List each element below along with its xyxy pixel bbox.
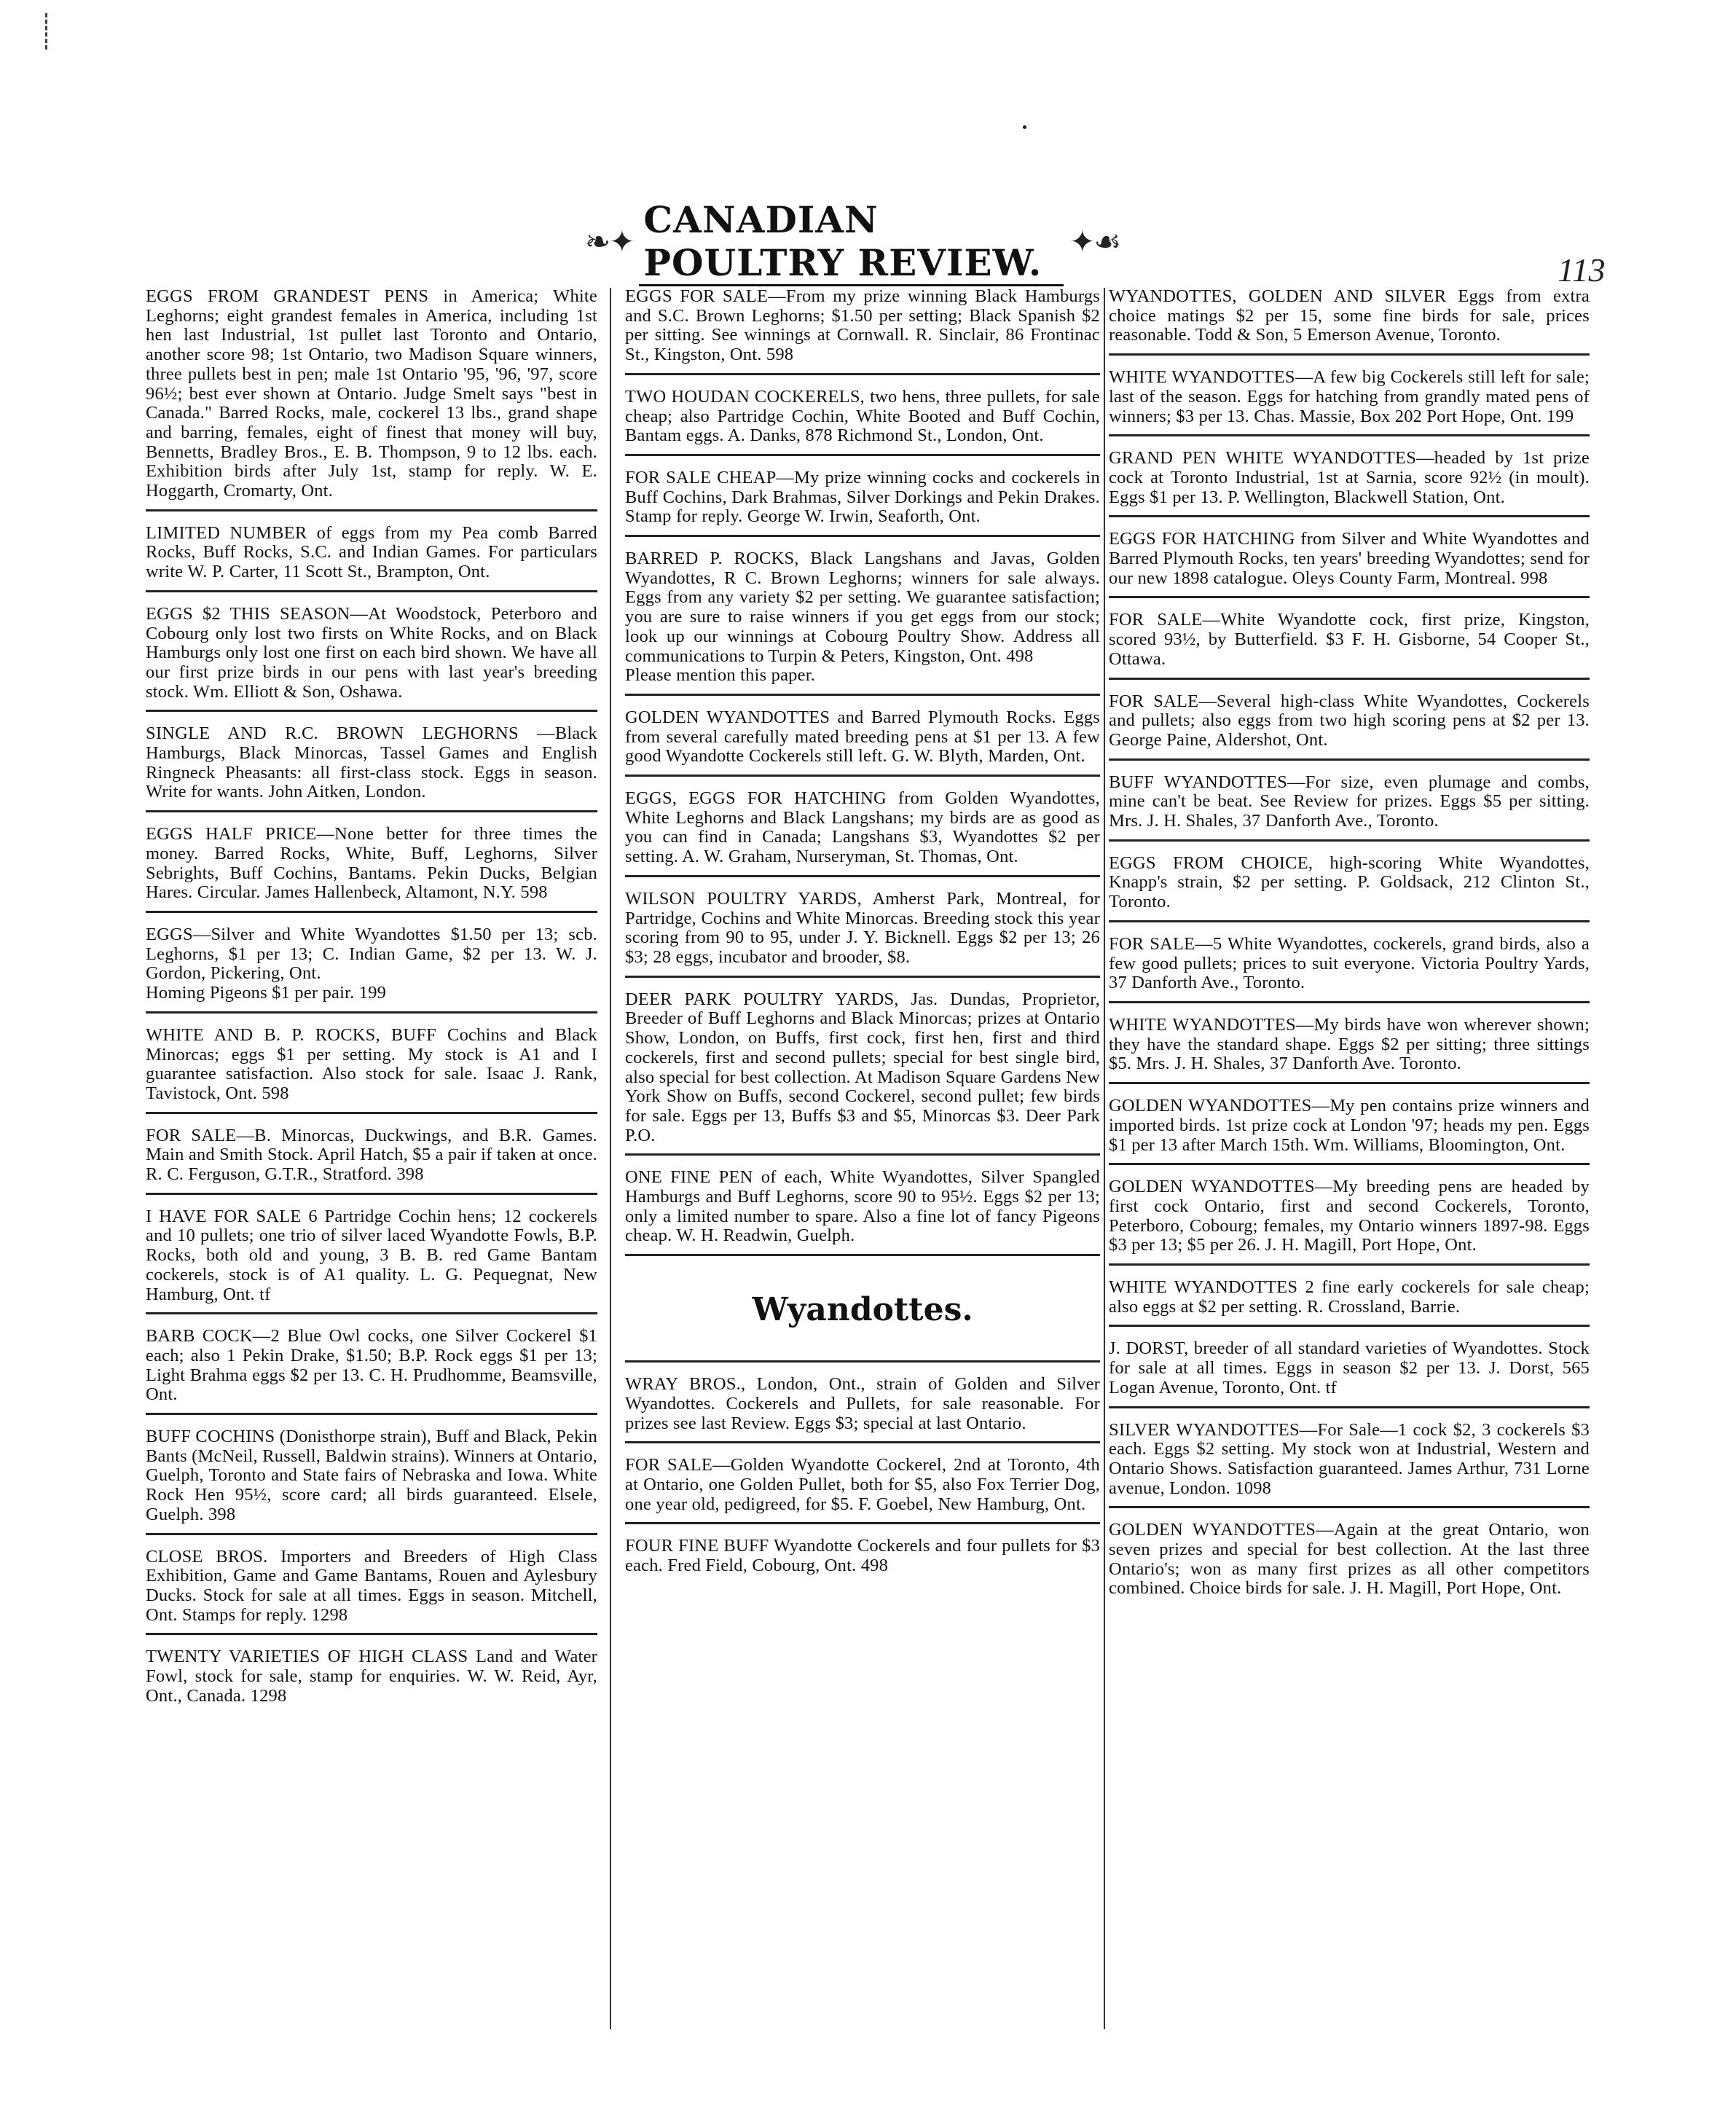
classified-ad: FOUR FINE BUFF Wyandotte Cockerels and four pullets for $3 each. Fred Field, Cobourg, Ont. 498 [625, 1536, 1100, 1576]
column-2 [625, 281, 1100, 2034]
classified-ad: WILSON POULTRY YARDS, Amherst Park, Montreal, for Partridge, Cochins and White Minorcas. Breeding stock this year scoring from 90 to 95, under J. Y. Bicknell. Eggs $2 per 13; 26 $3; 28 eggs, incubator and brooder, $8. [625, 883, 1100, 978]
classified-ad: FOR SALE—B. Minorcas, Duckwings, and B.R. Games. Main and Smith Stock. April Hatch, $5 a pair if taken at once. R. C. Ferguson, G.T.R., Stratford. 398 [146, 1120, 597, 1195]
classified-ad: FOR SALE—White Wyandotte cock, first prize, Kingston, scored 93½, by Butterfield. $3 F. H. Gisborne, 54 Cooper St., Ottawa. [1109, 604, 1590, 679]
classified-ad: GOLDEN WYANDOTTES—My pen contains prize winners and imported birds. 1st prize cock at London '97; heads my pen. Eggs $1 per 13 after March 15th. Wm. Williams, Bloomington, Ont. [1109, 1090, 1590, 1165]
classified-ad: EGGS—Silver and White Wyandottes $1.50 per 13; scb. Leghorns, $1 per 13; C. Indian Game, $2 per 13. W. J. Gordon, Pickering, Ont. Homing Pigeons $1 per pair. 199 [146, 919, 597, 1014]
classified-ad: EGGS $2 THIS SEASON—At Woodstock, Peterboro and Cobourg only lost two firsts on White Rocks, and on Black Hamburgs only lost one first on each bird shown. We have all our first prize birds in our pens with last year's breeding stock. Wm. Elliott & Son, Oshawa. [146, 598, 597, 713]
classified-ad: FOR SALE—5 White Wyandottes, cockerels, grand birds, also a few good pullets; prices to suit everyone. Victoria Poultry Yards, 37 Danforth Ave., Toronto. [1109, 928, 1590, 1003]
masthead-ornament-right: ✦☙ [1069, 226, 1120, 259]
classified-ad: CLOSE BROS. Importers and Breeders of High Class Exhibition, Game and Game Bantams, Rouen and Aylesbury Ducks. Stock for sale at all times. Eggs in season. Mitchell, Ont. Stamps for reply. 1298 [146, 1541, 597, 1636]
classified-ad: I HAVE FOR SALE 6 Partridge Cochin hens; 12 cockerels and 10 pullets; one trio of silver laced Wyandotte Fowls, B.P. Rocks, both old and young, 3 B. B. red Game Bantam cockerels, stock is of A1 quality. L. G. Pequegnat, New Hamburg, Ont. tf [146, 1201, 597, 1315]
classified-ad: ONE FINE PEN of each, White Wyandottes, Silver Spangled Hamburgs and Buff Leghorns, score 90 to 95½. Eggs $2 per 13; only a limited number to spare. Also a fine lot of fancy Pigeons cheap. W. H. Readwin, Guelph. [625, 1161, 1100, 1256]
classified-ad: BARB COCK—2 Blue Owl cocks, one Silver Cockerel $1 each; also 1 Pekin Drake, $1.50; B.P. Rock eggs $1 per 13; Light Brahma eggs $2 per 13. C. H. Prudhomme, Beamsville, Ont. [146, 1320, 597, 1415]
classified-ad: SINGLE AND R.C. BROWN LEGHORNS —Black Hamburgs, Black Minorcas, Tassel Games and English Ringneck Pheasants: all first-class stock. Eggs in season. Write for wants. John Aitken, London. [146, 718, 597, 812]
classified-ad: EGGS HALF PRICE—None better for three times the money. Barred Rocks, White, Buff, Leghorns, Silver Sebrights, Buff Cochins, Bantams. Pekin Ducks, Belgian Hares. Circular. James Hallenbeck, Altamont, N.Y. 598 [146, 818, 597, 913]
column-divider-1 [610, 288, 611, 2029]
classified-ad: FOR SALE—Golden Wyandotte Cockerel, 2nd at Toronto, 4th at Ontario, one Golden Pullet, both for $5, also Fox Terrier Dog, one year old, pedigreed, for $5. F. Goebel, New Hamburg, Ont. [625, 1449, 1100, 1524]
scan-dot-mark [1023, 125, 1026, 129]
classified-ad: WYANDOTTES, GOLDEN AND SILVER Eggs from extra choice matings $2 per 15, some fine birds for sale, prices reasonable. Todd & Son, 5 Emerson Avenue, Toronto. [1109, 281, 1590, 356]
classified-ad: TWENTY VARIETIES OF HIGH CLASS Land and Water Fowl, stock for sale, stamp for enquiries. W. W. Reid, Ayr, Ont., Canada. 1298 [146, 1647, 597, 1706]
page-number: 113 [1558, 251, 1606, 289]
classified-ad: GRAND PEN WHITE WYANDOTTES—headed by 1st prize cock at Toronto Industrial, 1st at Sarnia, score 92½ (in moult). Eggs $1 per 13. P. Wellington, Blackwell Station, Ont. [1109, 442, 1590, 517]
masthead-ornament-left: ❧✦ [585, 226, 634, 259]
section-heading: Wyandottes. [625, 1262, 1100, 1363]
classified-ad: GOLDEN WYANDOTTES and Barred Plymouth Rocks. Eggs from several carefully mated breeding pens at $1 per 13. A few good Wyandotte Cockerels still left. G. W. Blyth, Marden, Ont. [625, 702, 1100, 777]
classified-ad: WHITE AND B. P. ROCKS, BUFF Cochins and Black Minorcas; eggs $1 per setting. My stock is A1 and I guarantee satisfaction. Also stock for sale. Isaac J. Rank, Tavistock, Ont. 598 [146, 1019, 597, 1114]
classified-ad: SILVER WYANDOTTES—For Sale—1 cock $2, 3 cockerels $3 each. Eggs $2 setting. My stock won at Industrial, Western and Ontario Shows. Satisfaction guaranteed. James Arthur, 731 Lorne avenue, London. 1098 [1109, 1414, 1590, 1509]
classified-ad: WRAY BROS., London, Ont., strain of Golden and Silver Wyandottes. Cockerels and Pullets, for sale reasonable. For prizes see last Review. Eggs $3; special at last Ontario. [625, 1368, 1100, 1443]
classified-ad: GOLDEN WYANDOTTES—My breeding pens are headed by first cock Ontario, first and second Cockerels, Toronto, Peterboro, Cobourg; females, my Ontario winners 1897-98. Eggs $3 per 13; $5 per 26. J. H. Magill, Port Hope, Ont. [1109, 1171, 1590, 1266]
column-1 [146, 281, 597, 2034]
classified-ad: BARRED P. ROCKS, Black Langshans and Javas, Golden Wyandottes, R C. Brown Leghorns; winners for sale always. Eggs from any variety $2 per setting. We guarantee satisfaction; you are sure to raise winners if you get eggs from our stock; look up our winnings at Cobourg Poultry Show. Address all communications to Turpin & Peters, Kingston, Ont. 498 Please mention this paper. [625, 543, 1100, 696]
classified-ad: WHITE WYANDOTTES—A few big Cockerels still left for sale; last of the season. Eggs for hatching from grandly mated pens of winners; $3 per 13. Chas. Massie, Box 202 Port Hope, Ont. 199 [1109, 361, 1590, 436]
column-divider-2 [1104, 288, 1105, 2029]
classified-ad: FOR SALE—Several high-class White Wyandottes, Cockerels and pullets; also eggs from two high scoring pens at $2 per 13. George Paine, Aldershot, Ont. [1109, 686, 1590, 761]
classified-ad: FOR SALE CHEAP—My prize winning cocks and cockerels in Buff Cochins, Dark Brahmas, Silver Dorkings and Pekin Drakes. Stamp for reply. George W. Irwin, Seaforth, Ont. [625, 462, 1100, 537]
classified-ad: J. DORST, breeder of all standard varieties of Wyandottes. Stock for sale at all times. Eggs in season $2 per 13. J. Dorst, 565 Logan Avenue, Toronto, Ont. tf [1109, 1333, 1590, 1408]
classified-ad: GOLDEN WYANDOTTES—Again at the great Ontario, won seven prizes and special for best collection. At the last three Ontario's; won as many first prizes as all other competitors combined. Choice birds for sale. J. H. Magill, Port Hope, Ont. [1109, 1520, 1590, 1599]
classified-ad: LIMITED NUMBER of eggs from my Pea comb Barred Rocks, Buff Rocks, S.C. and Indian Games. For particulars write W. P. Carter, 11 Scott St., Brampton, Ont. [146, 517, 597, 592]
scan-edge-mark [45, 13, 50, 50]
classified-ad: DEER PARK POULTRY YARDS, Jas. Dundas, Proprietor, Breeder of Buff Leghorns and Black Minorcas; prizes at Ontario Show, London, on Buffs, first cock, first hen, first and third cockerels, first and second pullets; special for best single bird, also special for best collection. At Madison Square Gardens New York Show on Buffs, second Cockerel, second pullet; few birds for sale. Eggs per 13, Buffs $3 and $5, Minorcas $3. Deer Park P.O. [625, 984, 1100, 1156]
classified-ad: TWO HOUDAN COCKERELS, two hens, three pullets, for sale cheap; also Partridge Cochin, White Booted and Buff Cochin, Bantam eggs. A. Danks, 878 Richmond St., London, Ont. [625, 381, 1100, 456]
classified-ad: WHITE WYANDOTTES 2 fine early cockerels for sale cheap; also eggs at $2 per setting. R. Crossland, Barrie. [1109, 1271, 1590, 1327]
classified-ad: EGGS FROM CHOICE, high-scoring White Wyandottes, Knapp's strain, $2 per setting. P. Goldsack, 212 Clinton St., Toronto. [1109, 847, 1590, 922]
column-3 [1109, 281, 1590, 2034]
classified-ad: EGGS FOR SALE—From my prize winning Black Hamburgs and S.C. Brown Leghorns; $1.50 per setting; Black Spanish $2 per sitting. See winnings at Cornwall. R. Sinclair, 86 Frontinac St., Kingston, Ont. 598 [625, 281, 1100, 375]
classified-ad: EGGS, EGGS FOR HATCHING from Golden Wyandottes, White Leghorns and Black Langshans; my birds are as good as you can find in Canada; Langshans $3, Wyandottes $2 per setting. A. W. Graham, Nurseryman, St. Thomas, Ont. [625, 783, 1100, 877]
masthead [579, 197, 1126, 284]
classified-ad: EGGS FROM GRANDEST PENS in America; White Leghorns; eight grandest females in America, including 1st hen last Industrial, 1st pullet last Toronto and Ontario, another score 98; 1st Ontario, two Madison Square winners, three pullets best in pen; male 1st Ontario '95, '96, '97, score 96½; best ever shown at Ontario. Judge Smelt says "best in Canada." Barred Rocks, male, cockerel 13 lbs., grand shape and barring, females, eight of finest that money will buy, Bennetts, Bradley Bros., E. B. Thompson, 9 to 12 lbs. each. Exhibition birds after July 1st, stamp for reply. W. E. Hoggarth, Cromarty, Ont. [146, 281, 597, 511]
classified-ad: EGGS FOR HATCHING from Silver and White Wyandottes and Barred Plymouth Rocks, ten years' breeding Wyandottes; send for our new 1898 catalogue. Oleys County Farm, Montreal. 998 [1109, 523, 1590, 598]
classified-ad: WHITE WYANDOTTES—My birds have won wherever shown; they have the standard shape. Eggs $2 per sitting; three sittings $5. Mrs. J. H. Shales, 37 Danforth Ave. Toronto. [1109, 1009, 1590, 1084]
masthead-title: CANADIAN POULTRY REVIEW. [639, 198, 1064, 286]
classified-ad: BUFF WYANDOTTES—For size, even plumage and combs, mine can't be beat. See Review for prizes. Eggs $5 per sitting. Mrs. J. H. Shales, 37 Danforth Ave., Toronto. [1109, 767, 1590, 842]
classified-ad: BUFF COCHINS (Donisthorpe strain), Buff and Black, Pekin Bants (McNeil, Russell, Baldwin strains). Winners at Ontario, Guelph, Toronto and State fairs of Nebraska and Iowa. White Rock Hen 95½, score card; all birds guaranteed. Elsele, Guelph. 398 [146, 1421, 597, 1535]
